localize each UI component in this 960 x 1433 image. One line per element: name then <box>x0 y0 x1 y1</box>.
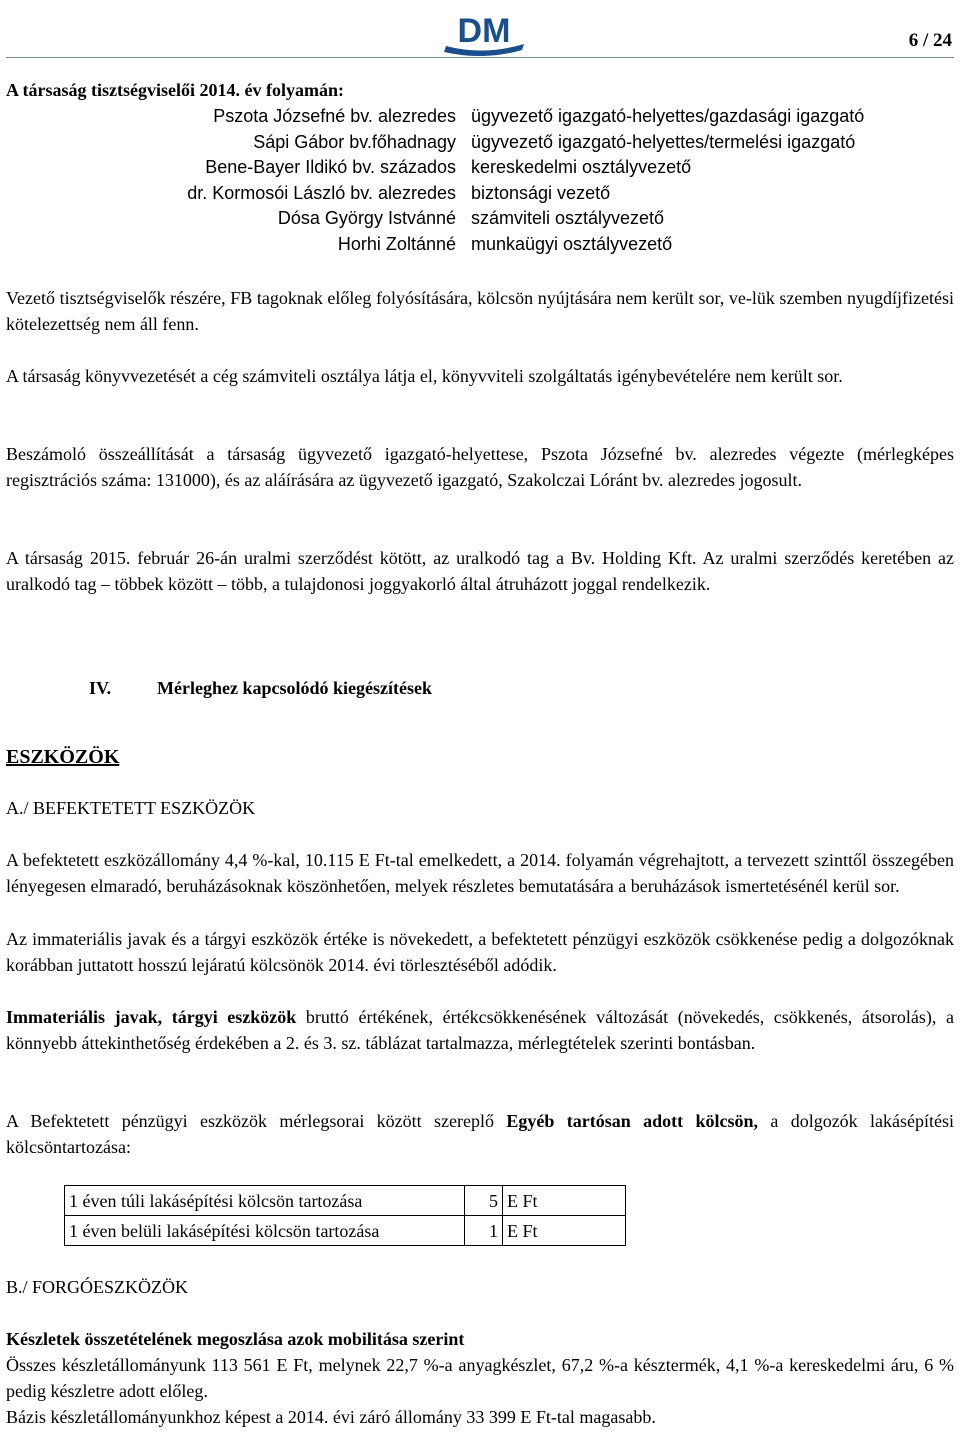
officers-title: A társaság tisztségviselői 2014. év folyamán: <box>6 80 344 100</box>
paragraph-officer-loans: Vezető tisztségviselők részére, FB tagoknak előleg folyósítására, kölcsön nyújtására nem került sor, ve-lük szemben nyugdíjfizetési kötelezettség nem áll fenn. <box>6 288 954 334</box>
officer-names <box>136 104 456 258</box>
paragraph-intangible-tangible: Az immateriális javak és a tárgyi eszközök értéke is növekedett, a befektetett pénzügyi eszközök csökkenése pedig a dolgozóknak korábban juttatott hosszú lejáratú kölcsönök 2014. évi törlesztéséből adódik. <box>6 929 954 975</box>
officer-role: ügyvezető igazgató-helyettes/termelési igazgató <box>471 131 856 152</box>
paragraph-inventory-change: Bázis készletállományunkhoz képest a 2014. évi záró állomány 33 399 E Ft-tal magasabb. <box>6 1407 656 1427</box>
paragraph-inventory-composition: Összes készletállományunk 113 561 E Ft, melynek 22,7 %-a anyagkészlet, 67,2 %-a késztermék, 4,1 %-a kereskedelmi áru, 6 % pedig készletre adott előleg. <box>6 1355 954 1401</box>
loan-unit: E Ft <box>503 1216 626 1246</box>
housing-loans-bold-label: Egyéb tartósan adott kölcsön, <box>506 1111 758 1131</box>
housing-loan-table <box>64 1185 626 1246</box>
paragraph-asset-tables <box>6 1004 954 1056</box>
company-logo <box>438 6 530 56</box>
officer-name: Horhi Zoltánné <box>337 233 456 254</box>
loan-value: 5 <box>465 1186 503 1216</box>
officer-role: ügyvezető igazgató-helyettes/gazdasági igazgató <box>471 106 865 126</box>
paragraph-housing-loans <box>6 1108 954 1160</box>
svg-text:DM: DM <box>457 12 511 50</box>
paragraph-report-preparer: Beszámoló összeállítását a társaság ügyvezető igazgató-helyettese, Pszota Józsefné bv. alezredes végezte (mérlegképes regisztrációs száma: 131000), és az aláírására az ügyvezető igazgató, Szakolczai Lóránt bv. alezredes jogosult. <box>6 444 954 490</box>
officer-name: dr. Kormosói László bv. alezredes <box>187 182 456 203</box>
loan-label: 1 éven belüli lakásépítési kölcsön tartozása <box>65 1216 465 1246</box>
officer-name: Bene-Bayer Ildikó bv. százados <box>205 157 456 178</box>
table-row <box>65 1216 626 1246</box>
fixed-assets-subheading: A./ BEFEKTETETT ESZKÖZÖK <box>6 798 256 818</box>
paragraph-bookkeeping: A társaság könyvvezetését a cég számviteli osztálya látja el, könyvviteli szolgáltatás igénybevételére nem került sor. <box>6 366 843 386</box>
section-number: IV. <box>89 678 112 698</box>
assets-heading: ESZKÖZÖK <box>6 746 120 768</box>
loan-unit: E Ft <box>503 1186 626 1216</box>
officer-roles <box>471 104 931 258</box>
current-assets-subheading: B./ FORGÓESZKÖZÖK <box>6 1277 189 1297</box>
housing-loans-text-pre: A Befektetett pénzügyi eszközök mérlegsorai között szereplő <box>6 1111 507 1131</box>
officer-role: munkaügyi osztályvezető <box>471 233 673 254</box>
table-row <box>65 1186 626 1216</box>
officer-role: kereskedelmi osztályvezető <box>471 157 692 178</box>
paragraph-control-contract: A társaság 2015. február 26-án uralmi szerződést kötött, az uralkodó tag a Bv. Holding Kft. Az uralmi szerződés keretében az uralkodó tag – többek között – több, a tulajdonosi joggyakorló által átruházott joggal rendelkezik. <box>6 548 954 594</box>
paragraph-fixed-assets-growth: A befektetett eszközállomány 4,4 %-kal, 10.115 E Ft-tal emelkedett, a 2014. folyamán végrehajtott, a tervezett szinttől összegében lényegesen elmaradó, beruházásoknak köszönhetően, melyek részletes bemutatására a beruházások ismertetésénél kerül sor. <box>6 850 954 896</box>
housing-loans-text-post: a dolgozók lakásépítési kölcsöntartozása: <box>6 1111 955 1157</box>
loan-value: 1 <box>465 1216 503 1246</box>
inventory-heading: Készletek összetételének megoszlása azok mobilitása szerint <box>6 1329 465 1349</box>
officer-name: Pszota Józsefné bv. alezredes <box>213 106 456 126</box>
officer-role: számviteli osztályvezető <box>471 208 665 229</box>
officer-name: Sápi Gábor bv.főhadnagy <box>253 131 456 152</box>
officer-role: biztonsági vezető <box>471 182 611 203</box>
asset-tables-bold-label: Immateriális javak, tárgyi eszközök <box>6 1007 297 1027</box>
loan-label: 1 éven túli lakásépítési kölcsön tartozása <box>65 1186 465 1216</box>
section-title: Mérleghez kapcsolódó kiegészítések <box>157 678 432 698</box>
page-number: 6 / 24 <box>908 30 952 51</box>
header-divider <box>6 57 954 58</box>
officer-name: Dósa György Istvánné <box>277 208 456 229</box>
asset-tables-text: bruttó értékének, értékcsökkenésének változását (növekedés, csökkenés, átsorolás), a könnyebb áttekinthetőség érdekében a 2. és 3. sz. táblázat tartalmazza, mérlegtételek szerinti bontásban. <box>6 1007 954 1053</box>
